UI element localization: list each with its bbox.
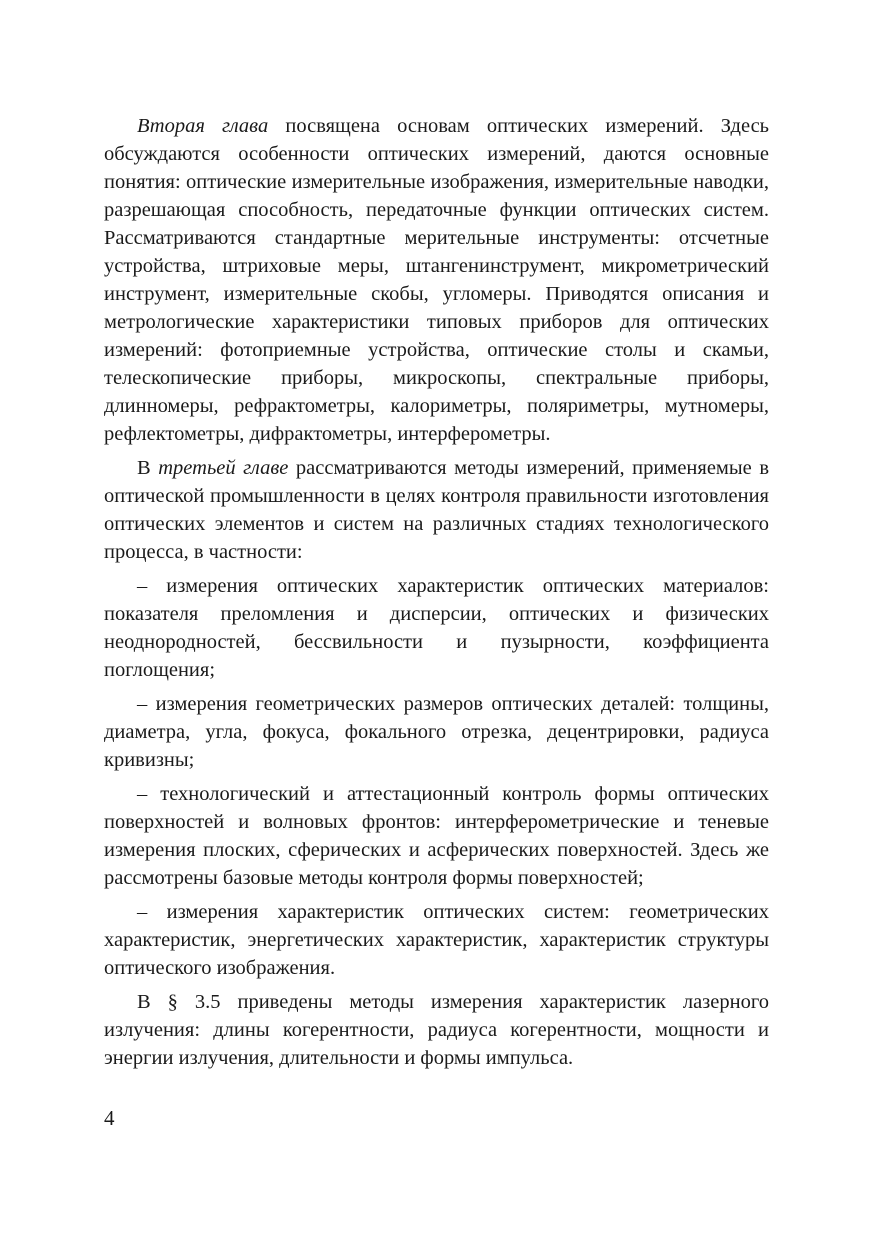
list-item-materials (104, 572, 769, 684)
paragraph-lead: В (137, 457, 159, 479)
paragraph-section-3-5 (104, 988, 769, 1072)
list-item-text: – технологический и аттестационный контроль формы оптических поверхностей и волновых фронтов: интерферометрические и теневые измерения плоских, сферических и асферических поверхностей. Здесь же рассмотрены базовые методы контроля формы поверхностей; (104, 783, 769, 889)
page-number: 4 (104, 1106, 115, 1130)
paragraph-text: посвящена основам оптических измерений. Здесь обсуждаются особенности оптических измерений, даются основные понятия: оптические измерительные изображения, измерительные наводки, разрешающая способность, передаточные функции оптических систем. Рассматриваются стандартные мерительные инструменты: отсчетные устройства, штриховые меры, штангенинструмент, микрометрический инструмент, измерительные скобы, угломеры. Приводятся описания и метрологические характеристики типовых приборов для оптических измерений: фотоприемные устройства, оптические столы и скамьи, телескопические приборы, микроскопы, спектральные приборы, длинномеры, рефрактометры, калориметры, поляриметры, мутномеры, рефлектометры, дифрактометры, интерферометры. (104, 115, 770, 445)
page-body (104, 112, 769, 1078)
paragraph-chapter-three (104, 454, 769, 566)
list-item-text: – измерения оптических характеристик оптических материалов: показателя преломления и дисперсии, оптических и физических неоднородностей, бессвильности и пузырности, коэффициента поглощения; (104, 575, 769, 681)
paragraph-text: рассматриваются методы измерений, применяемые в оптической промышленности в целях контроля правильности изготовления оптических элементов и систем на различных стадиях технологического процесса, в частности: (104, 457, 770, 563)
paragraph-text: В § 3.5 приведены методы измерения характеристик лазерного излучения: длины когерентности, радиуса когерентности, мощности и энергии излучения, длительности и формы импульса. (104, 991, 769, 1069)
list-item-text: – измерения геометрических размеров оптических деталей: толщины, диаметра, угла, фокуса, фокального отрезка, децентрировки, радиуса кривизны; (104, 693, 769, 771)
chapter-two-italic-lead: Вторая глава (137, 115, 269, 137)
list-item-geometry (104, 690, 769, 774)
list-item-surface-control (104, 780, 769, 892)
list-item-text: – измерения характеристик оптических систем: геометрических характеристик, энергетических характеристик, характеристик структуры оптического изображения. (104, 901, 769, 979)
list-item-optical-systems (104, 898, 769, 982)
chapter-three-italic-lead: третьей главе (158, 457, 289, 479)
paragraph-chapter-two (104, 112, 769, 448)
